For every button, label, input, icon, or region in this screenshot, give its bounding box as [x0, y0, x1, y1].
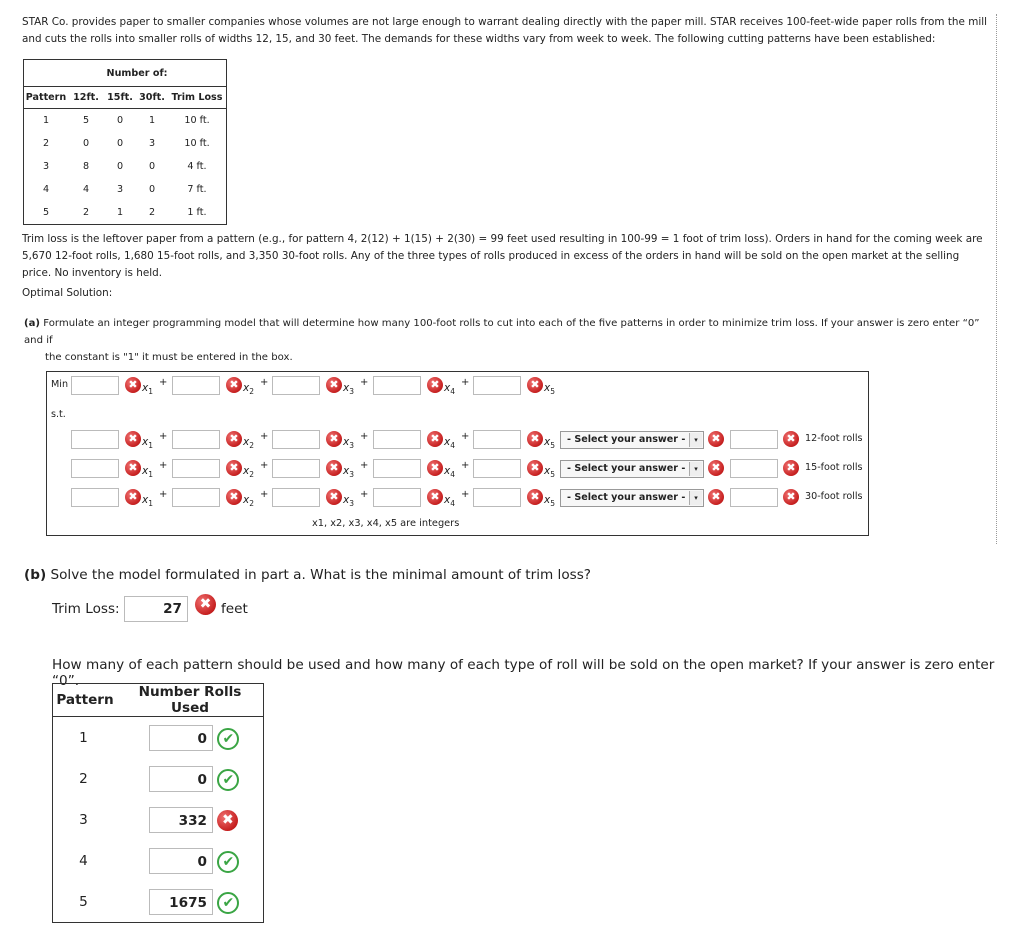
coefficient-input[interactable] — [272, 430, 320, 449]
wrong-icon: ✖ — [427, 489, 443, 505]
pattern-number: 2 — [79, 770, 88, 787]
check-icon: ✔ — [217, 851, 239, 873]
part-b-question — [24, 567, 591, 583]
coefficient-input[interactable] — [473, 376, 521, 395]
coefficient-input[interactable] — [272, 376, 320, 395]
variable-x4: $x_4$ — [444, 436, 455, 451]
constraint-label: 12-foot rolls — [805, 433, 863, 444]
rhs-input[interactable] — [730, 488, 778, 507]
variable-x5: $x_5$ — [544, 494, 555, 509]
table-row — [53, 840, 264, 881]
coefficient-input[interactable] — [272, 459, 320, 478]
rhs-input[interactable] — [730, 430, 778, 449]
wrong-icon: ✖ — [326, 489, 342, 505]
plus-sign: + — [159, 377, 168, 388]
chevron-down-icon: ▾ — [689, 433, 702, 447]
check-icon: ✔ — [217, 769, 239, 791]
wrong-icon: ✖ — [427, 377, 443, 393]
col-header-12ft: 12ft. — [68, 87, 104, 109]
wrong-icon: ✖ — [326, 460, 342, 476]
wrong-icon: ✖ — [226, 377, 242, 393]
coefficient-input[interactable] — [272, 488, 320, 507]
plus-sign: + — [260, 489, 269, 500]
table-row: 4 4 3 0 7 ft. — [42, 184, 207, 195]
variable-x5: $x_5$ — [544, 436, 555, 451]
variable-x4: $x_4$ — [444, 382, 455, 397]
wrong-icon: ✖ — [527, 460, 543, 476]
chevron-down-icon: ▾ — [689, 491, 702, 505]
plus-sign: + — [461, 489, 470, 500]
wrong-icon: ✖ — [226, 460, 242, 476]
wrong-icon: ✖ — [226, 431, 242, 447]
table-row — [53, 717, 264, 759]
trim-loss-paragraph: Trim loss is the leftover paper from a pattern (e.g., for pattern 4, 2(12) + 1(15) + 2(30) = 99 feet used resulting in 100-99 = 1 foot of trim loss). Orders in hand for the coming week are 5,670 12-foot rolls, 1,680 15-foot rolls, and 3,350 30-foot rolls. Any of the three types of rolls produced in excess of the orders in hand will be sold on the open market at the selling price. No inventory is held. — [22, 233, 983, 279]
coefficient-input[interactable] — [373, 459, 421, 478]
part-a-label: (a) — [24, 318, 41, 329]
wrong-icon: ✖ — [527, 377, 543, 393]
constraint-type-select[interactable]: - Select your answer - ▾ — [560, 431, 704, 449]
coefficient-input[interactable] — [71, 376, 119, 395]
pattern-number: 1 — [79, 729, 88, 746]
wrong-icon: ✖ — [125, 431, 141, 447]
variable-x2: $x_2$ — [243, 382, 254, 397]
wrong-icon: ✖ — [708, 431, 724, 447]
coefficient-input[interactable] — [71, 488, 119, 507]
constraint-label: 30-foot rolls — [805, 491, 863, 502]
constraint-label: 15-foot rolls — [805, 462, 863, 473]
optimal-solution-label: Optimal Solution: — [22, 287, 113, 299]
col-header-number-rolls-used: Number Rolls Used — [117, 684, 264, 717]
wrong-icon: ✖ — [427, 431, 443, 447]
rolls-used-input[interactable]: 0 — [149, 848, 213, 874]
part-b-pattern-question: How many of each pattern should be used and how many of each type of roll will be sold on the open market? If your answer is zero enter “0”. — [52, 657, 995, 689]
plus-sign: + — [159, 460, 168, 471]
plus-sign: + — [260, 431, 269, 442]
coefficient-input[interactable] — [172, 430, 220, 449]
variable-x3: $x_3$ — [343, 436, 354, 451]
variable-x2: $x_2$ — [243, 436, 254, 451]
variable-x1: $x_1$ — [142, 436, 153, 451]
intro-paragraph: STAR Co. provides paper to smaller companies whose volumes are not large enough to warrant dealing directly with the paper mill. STAR receives 100-feet-wide paper rolls from the mill and cuts the rolls into smaller rolls of widths 12, 15, and 30 feet. The demands for these widths vary from week to week. The following cutting patterns have been established: — [22, 16, 987, 45]
coefficient-input[interactable] — [373, 488, 421, 507]
table-row — [53, 758, 264, 799]
wrong-icon: ✖ — [326, 377, 342, 393]
st-label: s.t. — [51, 409, 66, 420]
variable-x2: $x_2$ — [243, 465, 254, 480]
variable-x3: $x_3$ — [343, 382, 354, 397]
coefficient-input[interactable] — [172, 459, 220, 478]
coefficient-input[interactable] — [373, 376, 421, 395]
table-row: 2 0 0 3 10 ft. — [42, 138, 210, 149]
variable-x1: $x_1$ — [142, 382, 153, 397]
coefficient-input[interactable] — [473, 430, 521, 449]
plus-sign: + — [360, 431, 369, 442]
part-a-text-2: the constant is "1" it must be entered in the box. — [45, 352, 293, 363]
col-header-pattern: Pattern — [53, 684, 118, 717]
variable-x1: $x_1$ — [142, 494, 153, 509]
wrong-icon: ✖ — [326, 431, 342, 447]
part-b-label: (b) — [24, 567, 47, 583]
plus-sign: + — [260, 377, 269, 388]
wrong-icon: ✖ — [226, 489, 242, 505]
coefficient-input[interactable] — [172, 488, 220, 507]
rolls-used-input[interactable]: 1675 — [149, 889, 213, 915]
plus-sign: + — [260, 460, 269, 471]
check-icon: ✔ — [217, 892, 239, 914]
coefficient-input[interactable] — [373, 430, 421, 449]
rhs-input[interactable] — [730, 459, 778, 478]
chevron-down-icon: ▾ — [689, 462, 702, 476]
wrong-icon: ✖ — [217, 810, 238, 831]
trim-loss-input[interactable]: 27 — [124, 596, 188, 622]
min-label: Min — [51, 379, 69, 390]
plus-sign: + — [360, 377, 369, 388]
pattern-number: 4 — [79, 852, 88, 869]
rolls-used-input[interactable]: 0 — [149, 725, 213, 751]
pattern-table — [23, 59, 227, 225]
rolls-used-input[interactable]: 332 — [149, 807, 213, 833]
variable-x5: $x_5$ — [544, 382, 555, 397]
pattern-results-table — [52, 683, 264, 923]
trim-loss-label: Trim Loss: — [52, 601, 120, 617]
variable-x5: $x_5$ — [544, 465, 555, 480]
col-header-pattern: Pattern — [24, 87, 69, 109]
pattern-number: 5 — [79, 893, 88, 910]
integers-note: x1, x2, x3, x4, x5 are integers — [312, 518, 460, 529]
wrong-icon: ✖ — [708, 489, 724, 505]
check-icon: ✔ — [217, 728, 239, 750]
wrong-icon: ✖ — [783, 460, 799, 476]
variable-x2: $x_2$ — [243, 494, 254, 509]
table-row: 3 8 0 0 4 ft. — [42, 161, 207, 172]
plus-sign: + — [461, 460, 470, 471]
plus-sign: + — [159, 489, 168, 500]
table-row — [53, 799, 264, 840]
wrong-icon: ✖ — [125, 489, 141, 505]
wrong-icon: ✖ — [125, 460, 141, 476]
coefficient-input[interactable] — [71, 459, 119, 478]
wrong-icon: ✖ — [783, 431, 799, 447]
plus-sign: + — [360, 489, 369, 500]
part-a-text: Formulate an integer programming model that will determine how many 100-foot rolls to cut into each of the five patterns in order to minimize trim loss. If your answer is zero enter “0” and if — [24, 318, 980, 346]
plus-sign: + — [461, 377, 470, 388]
col-header-30ft: 30ft. — [136, 87, 168, 109]
plus-sign: + — [159, 431, 168, 442]
model-form — [46, 371, 869, 536]
pattern-number: 3 — [79, 811, 88, 828]
coefficient-input[interactable] — [473, 488, 521, 507]
plus-sign: + — [360, 460, 369, 471]
col-header-15ft: 15ft. — [104, 87, 136, 109]
trim-loss-unit: feet — [221, 601, 248, 617]
wrong-icon: ✖ — [195, 594, 216, 615]
col-header-trim-loss: Trim Loss — [168, 87, 227, 109]
plus-sign: + — [461, 431, 470, 442]
wrong-icon: ✖ — [783, 489, 799, 505]
part-a-question — [24, 315, 986, 366]
variable-x1: $x_1$ — [142, 465, 153, 480]
wrong-icon: ✖ — [708, 460, 724, 476]
variable-x3: $x_3$ — [343, 494, 354, 509]
wrong-icon: ✖ — [125, 377, 141, 393]
constraint-type-select[interactable]: - Select your answer - ▾ — [560, 489, 704, 507]
constraint-type-select[interactable]: - Select your answer - ▾ — [560, 460, 704, 478]
rolls-used-input[interactable]: 0 — [149, 766, 213, 792]
table-row: 5 2 1 2 1 ft. — [42, 207, 207, 218]
coefficient-input[interactable] — [473, 459, 521, 478]
variable-x4: $x_4$ — [444, 465, 455, 480]
pattern-table-group-header: Number of: — [68, 60, 227, 87]
variable-x3: $x_3$ — [343, 465, 354, 480]
variable-x4: $x_4$ — [444, 494, 455, 509]
table-row — [53, 881, 264, 923]
coefficient-input[interactable] — [71, 430, 119, 449]
wrong-icon: ✖ — [427, 460, 443, 476]
coefficient-input[interactable] — [172, 376, 220, 395]
table-row: 1 5 0 1 10 ft. — [42, 115, 210, 126]
wrong-icon: ✖ — [527, 489, 543, 505]
page-right-border — [996, 14, 997, 544]
part-b-text: Solve the model formulated in part a. What is the minimal amount of trim loss? — [50, 567, 592, 583]
wrong-icon: ✖ — [527, 431, 543, 447]
